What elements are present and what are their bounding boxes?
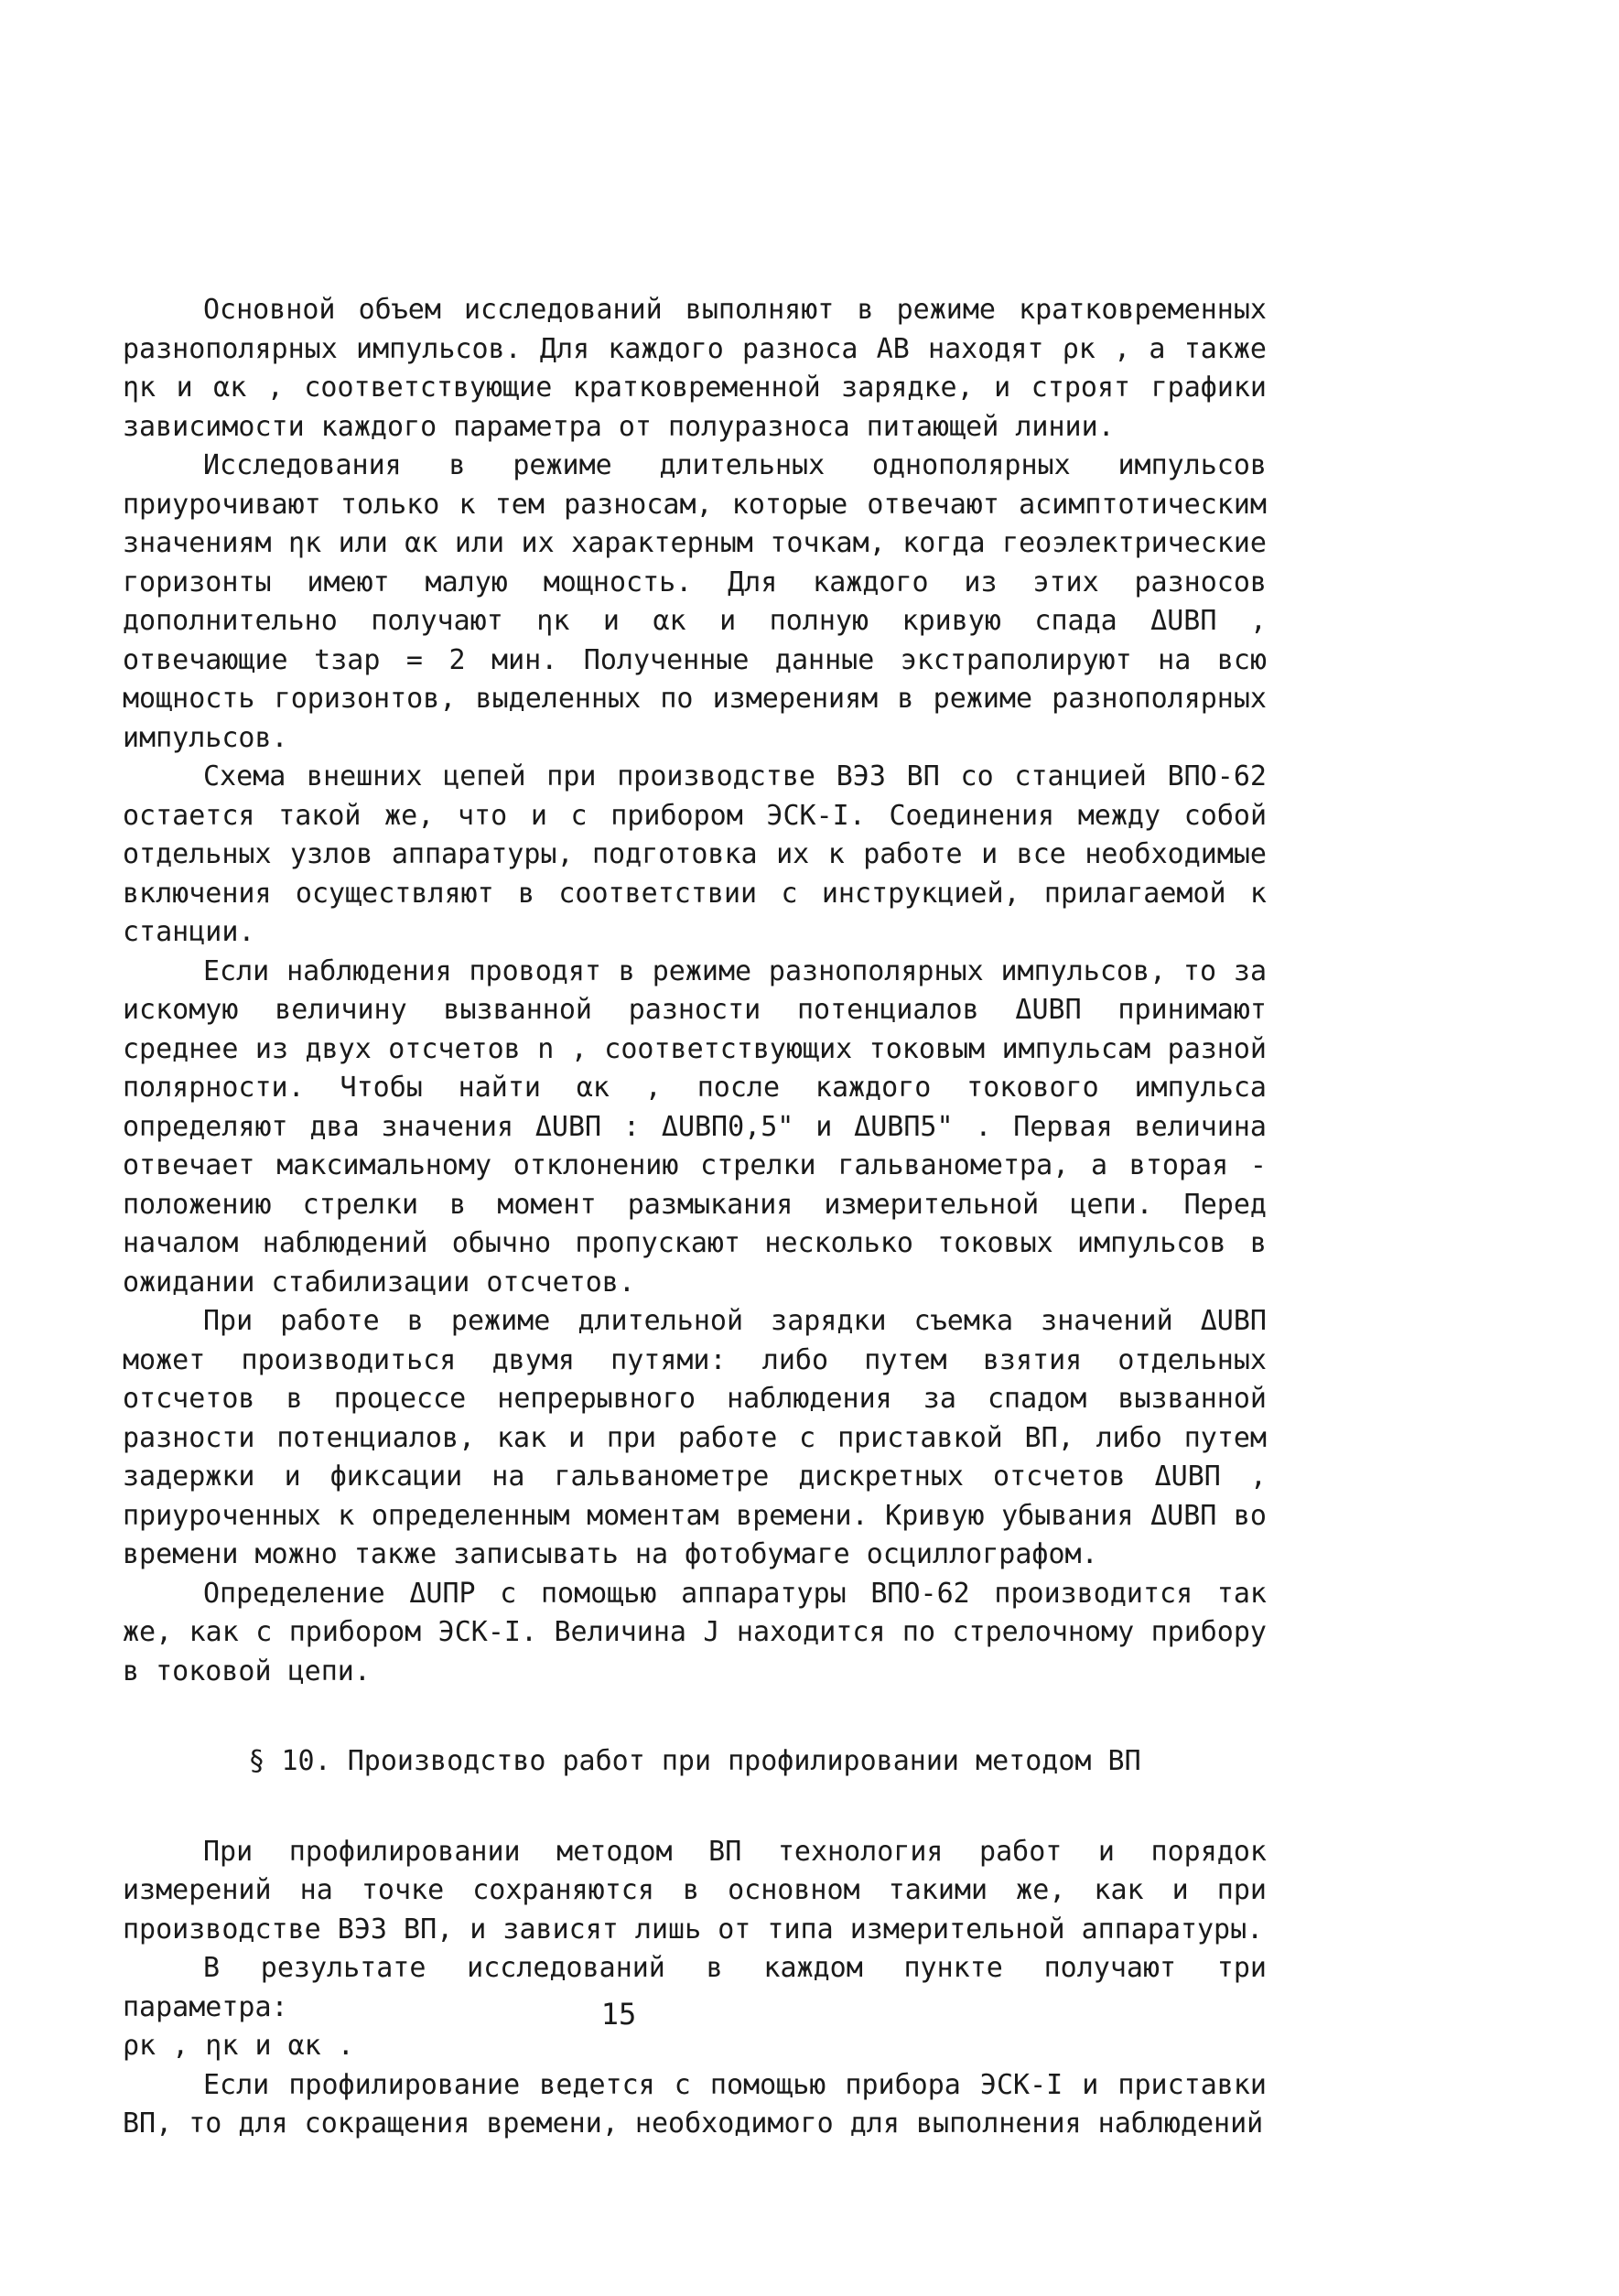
section-heading: § 10. Производство работ при профилировании методом ВП bbox=[248, 1745, 1141, 1777]
body-text bbox=[123, 291, 1267, 2144]
paragraph: Основной объем исследований выполняют в режиме кратковременных разнополярных импульсов. Для каждого разноса АВ находят ρк , а также ηк и αк , соответствующие кратковременной зарядке, и строят графики зависимости каждого параметра от полуразноса питающей линии. bbox=[123, 294, 1267, 443]
paragraph: В результате исследований в каждом пункте получают три параметра: bbox=[123, 1952, 1267, 2023]
paragraph: Схема внешних цепей при производстве ВЭЗ ВП со станцией ВПО-62 остается такой же, что и с прибором ЭСК-I. Соединения между собой отдельных узлов аппаратуры, подготовка их к работе и все необходимые включения осуществляют в соответствии с инструкцией, прилагаемой к станции. bbox=[123, 760, 1267, 948]
paragraph: При работе в режиме длительной зарядки съемка значений ΔUВП может производиться двумя путями: либо путем взятия отдельных отсчетов в процессе непрерывного наблюдения за спадом вызванной разности потенциалов, как и при работе с приставкой ВП, либо путем задержки и фиксации на гальванометре дискретных отсчетов ΔUВП , приуроченных к определенным моментам времени. Кривую убывания ΔUВП во времени можно также записывать на фотобумаге осциллографом. bbox=[123, 1305, 1267, 1570]
paragraph: Если профилирование ведется с помощью прибора ЭСК-I и приставки ВП, то для сокращения времени, необходимого для выполнения наблюдений bbox=[123, 2068, 1267, 2140]
page-number: 15 bbox=[600, 1997, 637, 2032]
paragraph: Определение ΔUПР с помощью аппаратуры ВПО-62 производится так же, как с прибором ЭСК-I. Величина J находится по стрелочному прибору в токовой цепи. bbox=[123, 1577, 1267, 1687]
formula-line: ρк , ηк и αк . bbox=[123, 2030, 354, 2062]
paragraph: При профилировании методом ВП технология работ и порядок измерений на точке сохраняются в основном такими же, как и при производстве ВЭЗ ВП, и зависят лишь от типа измерительной аппаратуры. bbox=[123, 1835, 1267, 1946]
paragraph: Если наблюдения проводят в режиме разнополярных импульсов, то за искомую величину вызванной разности потенциалов ΔUВП принимают среднее из двух отсчетов n , соответствующих токовым импульсам разной полярности. Чтобы найти αк , после каждого токового импульса определяют два значения ΔUВП : ΔUВП0,5" и ΔUВП5" . Первая величина отвечает максимальному отклонению стрелки гальванометра, а вторая - положению стрелки в момент размыкания измерительной цепи. Перед началом наблюдений обычно пропускают несколько токовых импульсов в ожидании стабилизации отсчетов. bbox=[123, 954, 1267, 1299]
paragraph: Исследования в режиме длительных однополярных импульсов приурочивают только к тем разносам, которые отвечают асимптотическим значениям ηк или αк или их характерным точкам, когда геоэлектрические горизонты имеют малую мощность. Для каждого из этих разносов дополнительно получают ηк и αк и полную кривую спада ΔUВП , отвечающие tзар = 2 мин. Полученные данные экстраполируют на всю мощность горизонтов, выделенных по измерениям в режиме разнополярных импульсов. bbox=[123, 449, 1267, 754]
